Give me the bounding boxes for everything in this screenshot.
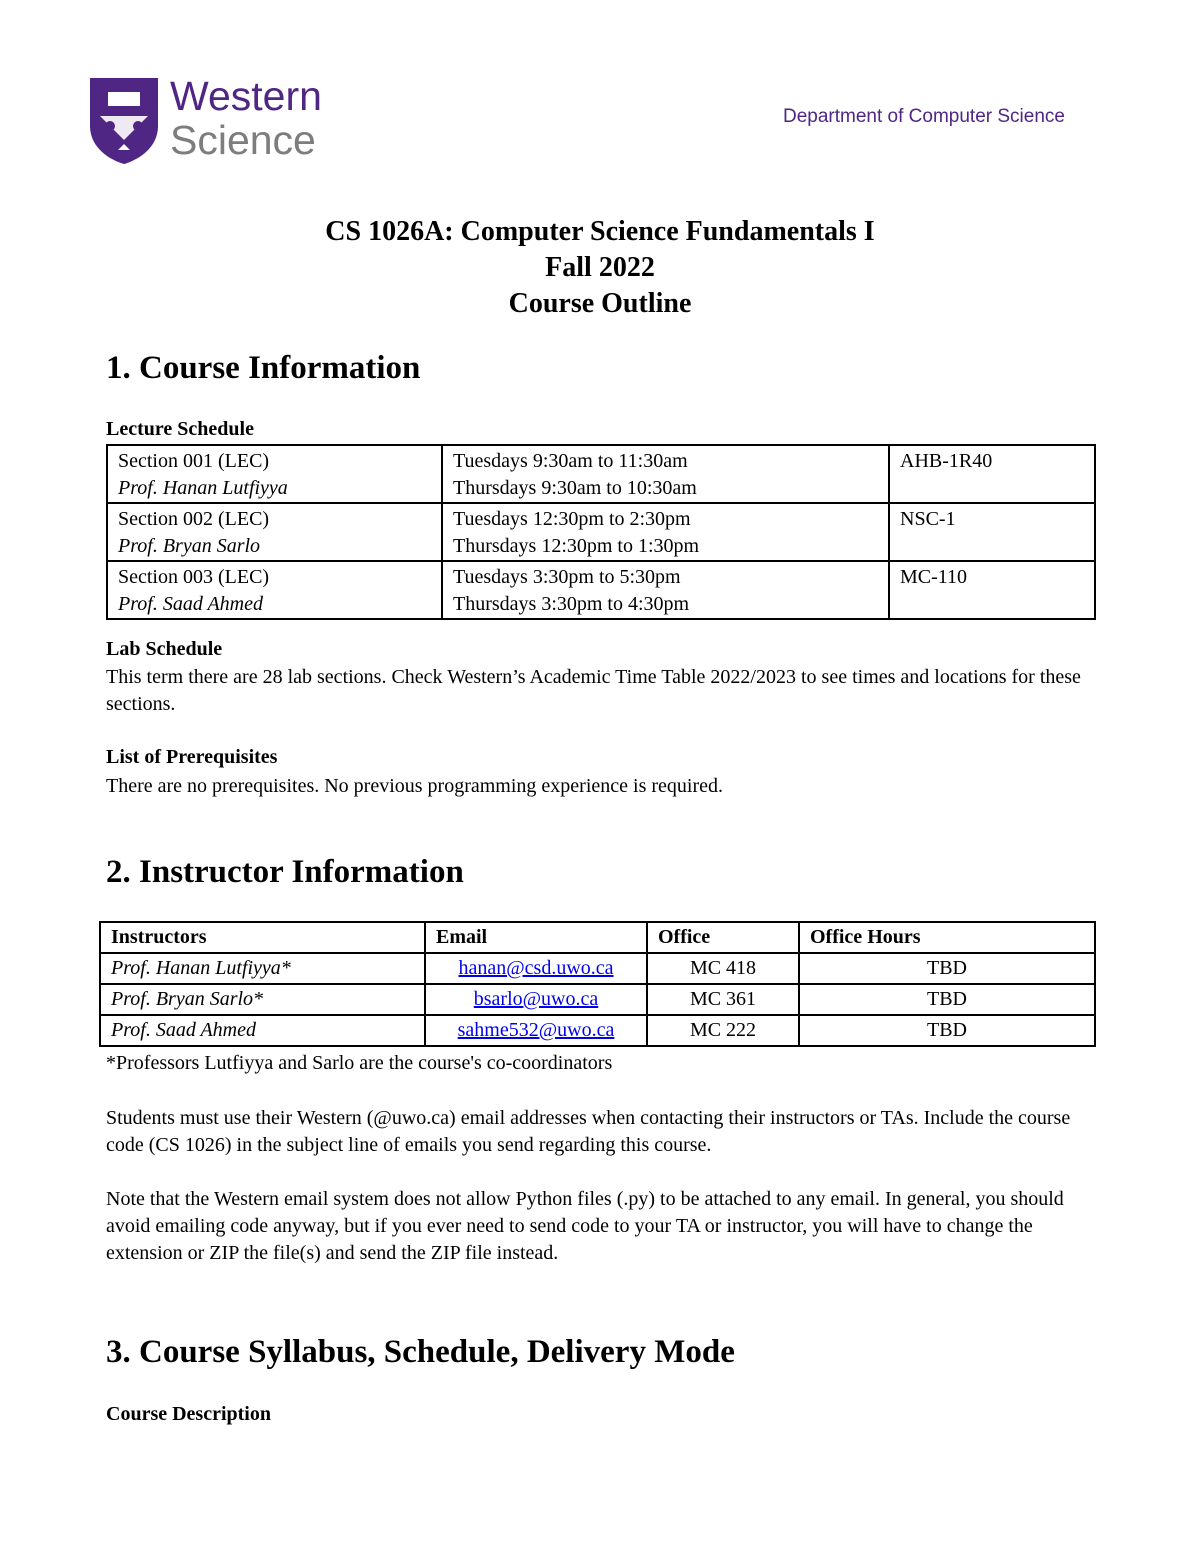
python-files-paragraph: Note that the Western email system does not allow Python files (.py) to be attached to any email. In general, you should avoid emailing code anyway, but if you ever need to send code to your TA or instructor, you will have to change the extension or ZIP the file(s) and send the ZIP file instead. bbox=[106, 1188, 1064, 1264]
email-link[interactable]: bsarlo@uwo.ca bbox=[473, 988, 599, 1010]
section-1-heading: 1. Course Information bbox=[106, 350, 421, 386]
instructor-name: Prof. Bryan Sarlo* bbox=[100, 984, 425, 1015]
column-header: Instructors bbox=[100, 922, 425, 953]
lecture-time: Thursdays 9:30am to 10:30am bbox=[453, 477, 697, 499]
coordinators-footnote: *Professors Lutfiyya and Sarlo are the course's co-coordinators bbox=[106, 1052, 613, 1074]
outline-label: Course Outline bbox=[508, 288, 692, 319]
section-label: Section 003 (LEC) bbox=[118, 566, 270, 588]
email-link[interactable]: hanan@csd.uwo.ca bbox=[458, 957, 614, 979]
table-row bbox=[107, 561, 1095, 619]
column-header: Office bbox=[647, 922, 799, 953]
office-hours: TBD bbox=[799, 984, 1095, 1015]
table-row bbox=[100, 1015, 1095, 1046]
professor-name: Prof. Saad Ahmed bbox=[118, 593, 263, 615]
lecture-time: Tuesdays 9:30am to 11:30am bbox=[453, 450, 688, 472]
office: MC 418 bbox=[647, 953, 799, 984]
lecture-schedule-table bbox=[106, 444, 1096, 620]
instructor-table bbox=[99, 921, 1096, 1047]
lecture-time: Tuesdays 3:30pm to 5:30pm bbox=[453, 566, 681, 588]
table-row bbox=[107, 445, 1095, 503]
section-2-heading: 2. Instructor Information bbox=[106, 854, 464, 890]
lab-schedule-text: This term there are 28 lab sections. Check Western’s Academic Time Table 2022/2023 to see times and locations for these sections. bbox=[106, 666, 1081, 715]
department-name: Department of Computer Science bbox=[783, 106, 1065, 127]
lab-schedule-heading: Lab Schedule bbox=[106, 638, 223, 660]
term: Fall 2022 bbox=[545, 252, 655, 283]
column-header: Email bbox=[425, 922, 647, 953]
logo-wordmark bbox=[170, 74, 322, 162]
room: AHB-1R40 bbox=[889, 445, 1095, 503]
prerequisites-text: There are no prerequisites. No previous programming experience is required. bbox=[106, 775, 723, 797]
table-row bbox=[107, 503, 1095, 561]
table-header-row bbox=[100, 922, 1095, 953]
lecture-time: Thursdays 12:30pm to 1:30pm bbox=[453, 535, 700, 557]
office-hours: TBD bbox=[799, 1015, 1095, 1046]
logo-line-1: Western bbox=[170, 73, 322, 119]
logo-line-2: Science bbox=[170, 117, 316, 163]
instructor-name: Prof. Saad Ahmed bbox=[100, 1015, 425, 1046]
room: NSC-1 bbox=[889, 503, 1095, 561]
prerequisites-heading: List of Prerequisites bbox=[106, 746, 278, 768]
email-policy-paragraph: Students must use their Western (@uwo.ca) email addresses when contacting their instructors or TAs. Include the course code (CS 1026) in the subject line of emails you send regarding this course. bbox=[106, 1107, 1071, 1156]
section-label: Section 001 (LEC) bbox=[118, 450, 270, 472]
document-title bbox=[0, 214, 1200, 322]
course-description-heading: Course Description bbox=[106, 1403, 271, 1425]
lecture-time: Tuesdays 12:30pm to 2:30pm bbox=[453, 508, 691, 530]
office: MC 222 bbox=[647, 1015, 799, 1046]
professor-name: Prof. Hanan Lutfiyya bbox=[118, 477, 288, 499]
instructor-name: Prof. Hanan Lutfiyya* bbox=[100, 953, 425, 984]
table-row bbox=[100, 953, 1095, 984]
room: MC-110 bbox=[889, 561, 1095, 619]
office-hours: TBD bbox=[799, 953, 1095, 984]
section-label: Section 002 (LEC) bbox=[118, 508, 270, 530]
table-row bbox=[100, 984, 1095, 1015]
column-header: Office Hours bbox=[799, 922, 1095, 953]
lecture-schedule-heading: Lecture Schedule bbox=[106, 418, 254, 440]
course-title: CS 1026A: Computer Science Fundamentals I bbox=[325, 216, 875, 247]
professor-name: Prof. Bryan Sarlo bbox=[118, 535, 261, 557]
section-3-heading: 3. Course Syllabus, Schedule, Delivery Mode bbox=[106, 1334, 735, 1370]
office: MC 361 bbox=[647, 984, 799, 1015]
lecture-time: Thursdays 3:30pm to 4:30pm bbox=[453, 593, 690, 615]
email-link[interactable]: sahme532@uwo.ca bbox=[457, 1019, 615, 1041]
